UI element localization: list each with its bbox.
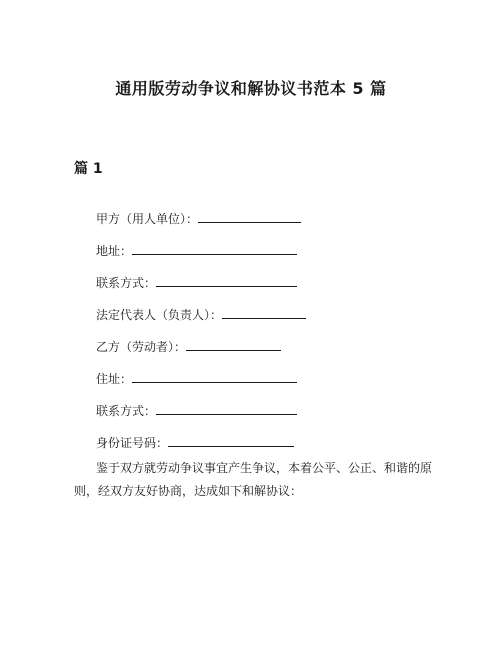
fill-in-blank [198,210,301,223]
field-label: 地址： [96,244,133,258]
field-label: 身份证号码： [96,436,169,450]
field-label: 联系方式： [96,404,157,418]
fill-in-blank [222,306,306,319]
field-contact-b [96,402,297,419]
field-id-number [96,434,294,451]
document-title: 通用版劳动争议和解协议书范本 5 篇 [115,79,387,98]
field-label: 法定代表人（负责人）： [96,308,223,322]
field-party-a [96,210,301,227]
section-heading: 篇 1 [74,161,103,177]
fill-in-blank [156,274,297,287]
field-label: 乙方（劳动者）： [96,340,187,354]
field-label: 联系方式： [96,276,157,290]
fill-in-blank [156,402,297,415]
body-paragraph: 鉴于双方就劳动争议事宜产生争议，本着公平、公正、和谐的原则，经双方友好协商，达成如下和解协议： [74,461,433,498]
fill-in-blank [186,338,281,351]
fill-in-blank [132,242,297,255]
field-legal-representative [96,306,306,323]
fill-in-blank [168,434,294,447]
field-residence [96,370,297,387]
field-address [96,242,297,259]
field-label: 甲方（用人单位）： [96,212,199,226]
field-label: 住址： [96,372,133,386]
field-contact-a [96,274,297,291]
field-party-b [96,338,281,355]
fill-in-blank [132,370,297,383]
